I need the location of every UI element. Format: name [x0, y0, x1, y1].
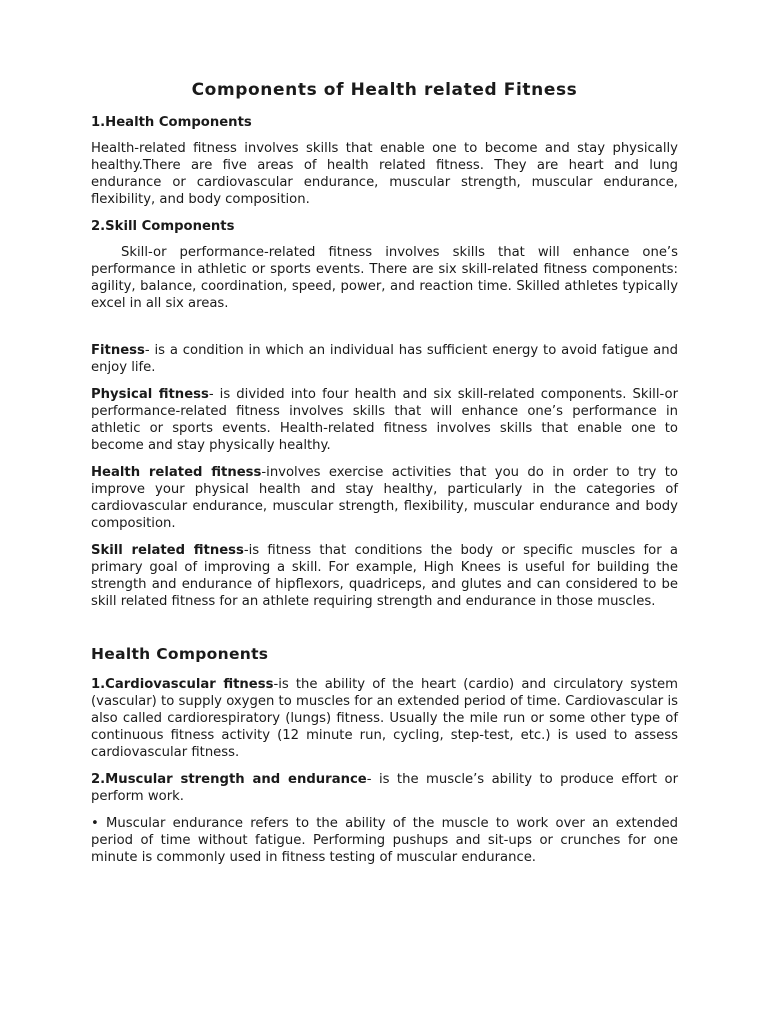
- heading-health-components-numbered: 1.Health Components: [91, 115, 252, 130]
- definition-term: Fitness: [91, 343, 145, 358]
- spacer: [91, 322, 678, 342]
- spacer: [91, 620, 678, 643]
- item-text: - is the muscle’s ability to produce effort or perform work.: [91, 772, 679, 804]
- bullet-muscular-endurance: • Muscular endurance refers to the ability of the muscle to work over an extended period of time without fatigue. Performing pushups and sit-ups or crunches for one minute is commonly used in fitness testing of muscular endurance.: [91, 816, 678, 865]
- paragraph-skill-related-intro: Skill-or performance-related fitness involves skills that will enhance one’s performance in athletic or sports events. There are six skill-related fitness components: agility, balance, coordination, speed, power, and reaction time. Skilled athletes typically excel in all six areas.: [91, 245, 678, 311]
- heading-skill-components-numbered: 2.Skill Components: [91, 219, 235, 234]
- definition-text: -involves exercise activities that you do in order to try to improve your physical health and stay healthy, particularly in the categories of cardiovascular endurance, muscular strength, flexibility, muscular endurance and body composition.: [91, 465, 678, 531]
- item-term: 1.Cardiovascular fitness: [91, 677, 274, 692]
- definition-text: - is divided into four health and six skill-related components. Skill-or performance-related fitness involves skills that will enhance one’s performance in athletic or sports events. Health-related fitness involves skills that enable one to become and stay physically healthy.: [91, 387, 678, 453]
- definition-term: Health related fitness: [91, 465, 262, 480]
- item-cardiovascular-fitness: [91, 676, 678, 761]
- definition-text: -is fitness that conditions the body or specific muscles for a primary goal of improving a skill. For example, High Knees is useful for building the strength and endurance of hipflexors, quadriceps, and glutes and can considered to be skill related fitness for an athlete requiring strength and endurance in those muscles.: [91, 543, 678, 609]
- item-muscular-strength-endurance: [91, 771, 678, 805]
- paragraph-health-related-intro: Health-related fitness involves skills that enable one to become and stay physically healthy.There are five areas of health related fitness. They are heart and lung endurance or cardiovascular endurance, muscular strength, muscular endurance, flexibility, and body composition.: [91, 141, 678, 207]
- definition-text: - is a condition in which an individual has sufficient energy to avoid fatigue and enjoy life.: [91, 343, 678, 375]
- item-term: 2.Muscular strength and endurance: [91, 772, 367, 787]
- item-text: -is the ability of the heart (cardio) and circulatory system (vascular) to supply oxygen to muscles for an extended period of time. Cardiovascular is also called cardiorespiratory (lungs) fitness. Usually the mile run or some other type of continuous fitness activity (12 minute run, cycling, step-test, etc.) is used to assess cardiovascular fitness.: [91, 677, 678, 760]
- definition-skill-related-fitness: [91, 542, 678, 610]
- definition-physical-fitness: [91, 386, 678, 454]
- definition-term: Skill related fitness: [91, 543, 244, 558]
- definition-fitness: [91, 342, 678, 376]
- document-title: Components of Health related Fitness: [191, 80, 578, 100]
- definition-term: Physical fitness: [91, 387, 209, 402]
- section-heading-health-components: Health Components: [91, 645, 269, 663]
- document-page: [91, 78, 678, 876]
- definition-health-related-fitness: [91, 464, 678, 532]
